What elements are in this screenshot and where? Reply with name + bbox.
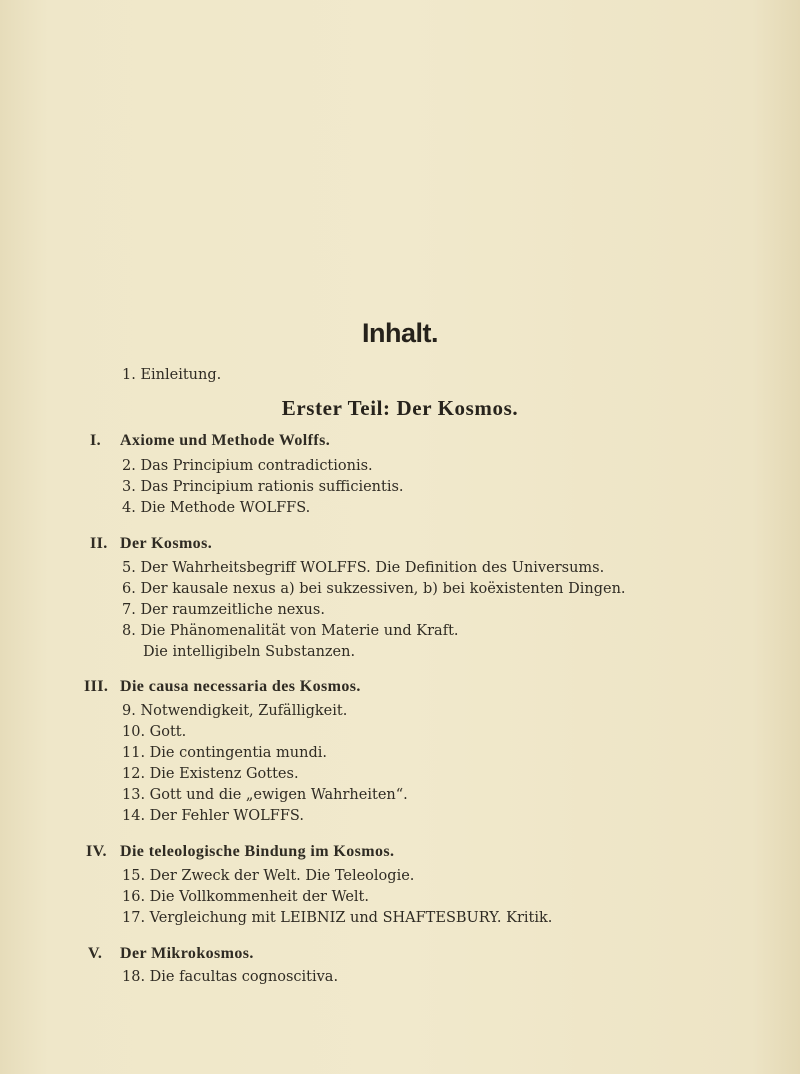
section-title: Der Mikrokosmos. [120, 945, 254, 962]
toc-entry: 3. Das Principium rationis sufficientis. [122, 479, 404, 495]
toc-entry: 14. Der Fehler WOLFFS. [122, 808, 304, 824]
page-title: Inhalt. [362, 318, 438, 348]
toc-entry: 9. Notwendigkeit, Zufälligkeit. [122, 703, 348, 719]
section-numeral: IV. [86, 843, 107, 860]
toc-entry: 5. Der Wahrheitsbegriff WOLFFS. Die Definition des Universums. [122, 560, 605, 576]
section-numeral: V. [88, 945, 103, 962]
intro-entry: 1. Einleitung. [122, 367, 222, 383]
toc-entry: 10. Gott. [122, 724, 187, 740]
toc-entry: 11. Die contingentia mundi. [122, 745, 327, 761]
toc-entry: 2. Das Principium contradictionis. [122, 458, 373, 474]
section-title: Axiome und Methode Wolffs. [120, 432, 331, 449]
section-heading-4 [86, 843, 394, 861]
section-title: Die teleologische Bindung im Kosmos. [120, 843, 395, 860]
section-title: Der Kosmos. [120, 535, 213, 552]
toc-entry: 13. Gott und die „ewigen Wahrheiten“. [122, 787, 408, 803]
toc-entry: 12. Die Existenz Gottes. [122, 766, 299, 782]
section-heading-1 [90, 432, 330, 450]
toc-entry: 7. Der raumzeitliche nexus. [122, 602, 325, 618]
section-heading-2 [90, 535, 212, 553]
toc-entry: 16. Die Vollkommenheit der Welt. [122, 889, 369, 905]
section-title: Die causa necessaria des Kosmos. [120, 678, 361, 695]
toc-entry: 6. Der kausale nexus a) bei sukzessiven, b) bei koëxistenten Dingen. [122, 581, 626, 597]
section-numeral: I. [90, 432, 102, 449]
section-heading-3 [84, 678, 361, 696]
toc-entry: 18. Die facultas cognoscitiva. [122, 969, 339, 985]
section-heading-5 [88, 945, 254, 963]
toc-entry: Die intelligibeln Substanzen. [143, 644, 356, 660]
toc-entry: 15. Der Zweck der Welt. Die Teleologie. [122, 868, 415, 884]
part-heading: Erster Teil: Der Kosmos. [281, 396, 519, 420]
toc-entry: 17. Vergleichung mit LEIBNIZ und SHAFTESBURY. Kritik. [122, 910, 553, 926]
section-numeral: III. [84, 678, 109, 695]
toc-entry: 4. Die Methode WOLFFS. [122, 500, 311, 516]
section-numeral: II. [90, 535, 108, 552]
toc-entry: 8. Die Phänomenalität von Materie und Kraft. [122, 623, 459, 639]
